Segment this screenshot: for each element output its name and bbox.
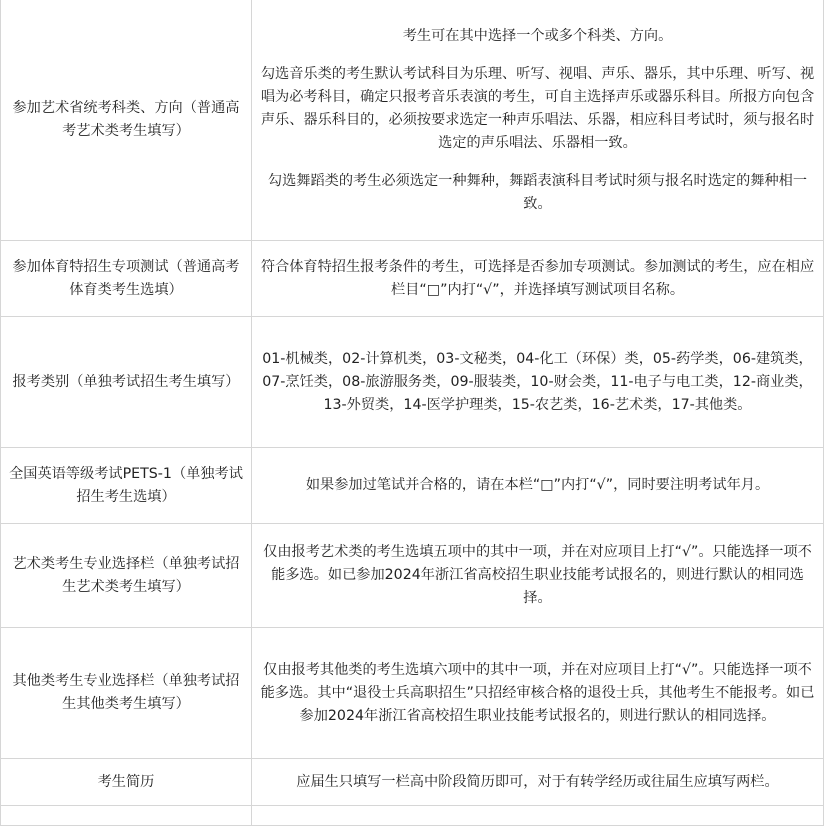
- description-paragraph: 勾选音乐类的考生默认考试科目为乐理、听写、视唱、声乐、器乐，其中乐理、听写、视唱为必考科目，确定只报考音乐表演的考生，可自主选择声乐或器乐科目。所报方向包含声乐、器乐科目的，必须按要求选定一种声乐唱法、乐器，相应科目考试时，须与报名时选定的声乐唱法、乐器相一致。: [260, 65, 815, 151]
- field-name-cell: 艺术类考生专业选择栏（单独考试招生艺术类考生填写）: [1, 524, 252, 628]
- field-name-cell: 参加艺术省统考科类、方向（普通高考艺术类考生填写）: [1, 0, 252, 241]
- description-cell: [252, 448, 824, 524]
- description-paragraph: 仅由报考其他类的考生选填六项中的其中一项，并在对应项目上打“√”。只能选择一项不能多选。其中“退役士兵高职招生”只招经审核合格的退役士兵，其他考生不能报考。如已参加2024年浙江省高校招生职业技能考试报名的，则进行默认的相同选择。: [260, 661, 815, 724]
- field-name-cell: 考生简历: [1, 759, 252, 806]
- field-name-cell: 其他类考生专业选择栏（单独考试招生其他类考生填写）: [1, 628, 252, 759]
- table-row: [1, 524, 824, 628]
- table-row: [1, 759, 824, 806]
- description-paragraph: 考生可在其中选择一个或多个科类、方向。: [402, 27, 673, 44]
- table-row: [1, 241, 824, 317]
- field-name-cell: 参加体育特招生专项测试（普通高考体育类考生选填）: [1, 241, 252, 317]
- description-cell: [252, 628, 824, 759]
- description-cell: [252, 241, 824, 317]
- description-cell: [252, 0, 824, 241]
- table-row: [1, 448, 824, 524]
- description-paragraph: 应届生只填写一栏高中阶段简历即可，对于有转学经历或往届生应填写两栏。: [296, 773, 779, 790]
- description-paragraph: 仅由报考艺术类的考生选填五项中的其中一项，并在对应项目上打“√”。只能选择一项不能多选。如已参加2024年浙江省高校招生职业技能考试报名的，则进行默认的相同选择。: [263, 544, 812, 606]
- field-name-cell: 报考类别（单独考试招生考生填写）: [1, 317, 252, 448]
- description-cell: [252, 317, 824, 448]
- table-row: [1, 628, 824, 759]
- table-row: [1, 806, 824, 826]
- field-name-cell: 全国英语等级考试PETS-1（单独考试招生考生选填）: [1, 448, 252, 524]
- description-paragraph: 01-机械类，02-计算机类，03-文秘类，04-化工（环保）类，05-药学类，06-建筑类，07-烹饪类，08-旅游服务类，09-服装类，10-财会类，11-电子与电工类，12-商业类，13-外贸类，14-医学护理类，15-农艺类，16-艺术类，17-其他类。: [262, 350, 813, 413]
- description-cell: [252, 759, 824, 806]
- table-row: [1, 0, 824, 241]
- description-paragraph: 如果参加过笔试并合格的，请在本栏“□”内打“√”，同时要注明考试年月。: [305, 477, 770, 493]
- table-row: [1, 317, 824, 448]
- description-paragraph: 勾选舞蹈类的考生必须选定一种舞种，舞蹈表演科目考试时须与报名时选定的舞种相一致。: [267, 172, 808, 212]
- field-name-cell: [1, 806, 252, 826]
- description-cell: [252, 806, 824, 826]
- description-cell: [252, 524, 824, 628]
- description-paragraph: 符合体育特招生报考条件的考生，可选择是否参加专项测试。参加测试的考生，应在相应栏目“□”内打“√”，并选择填写测试项目名称。: [260, 258, 815, 298]
